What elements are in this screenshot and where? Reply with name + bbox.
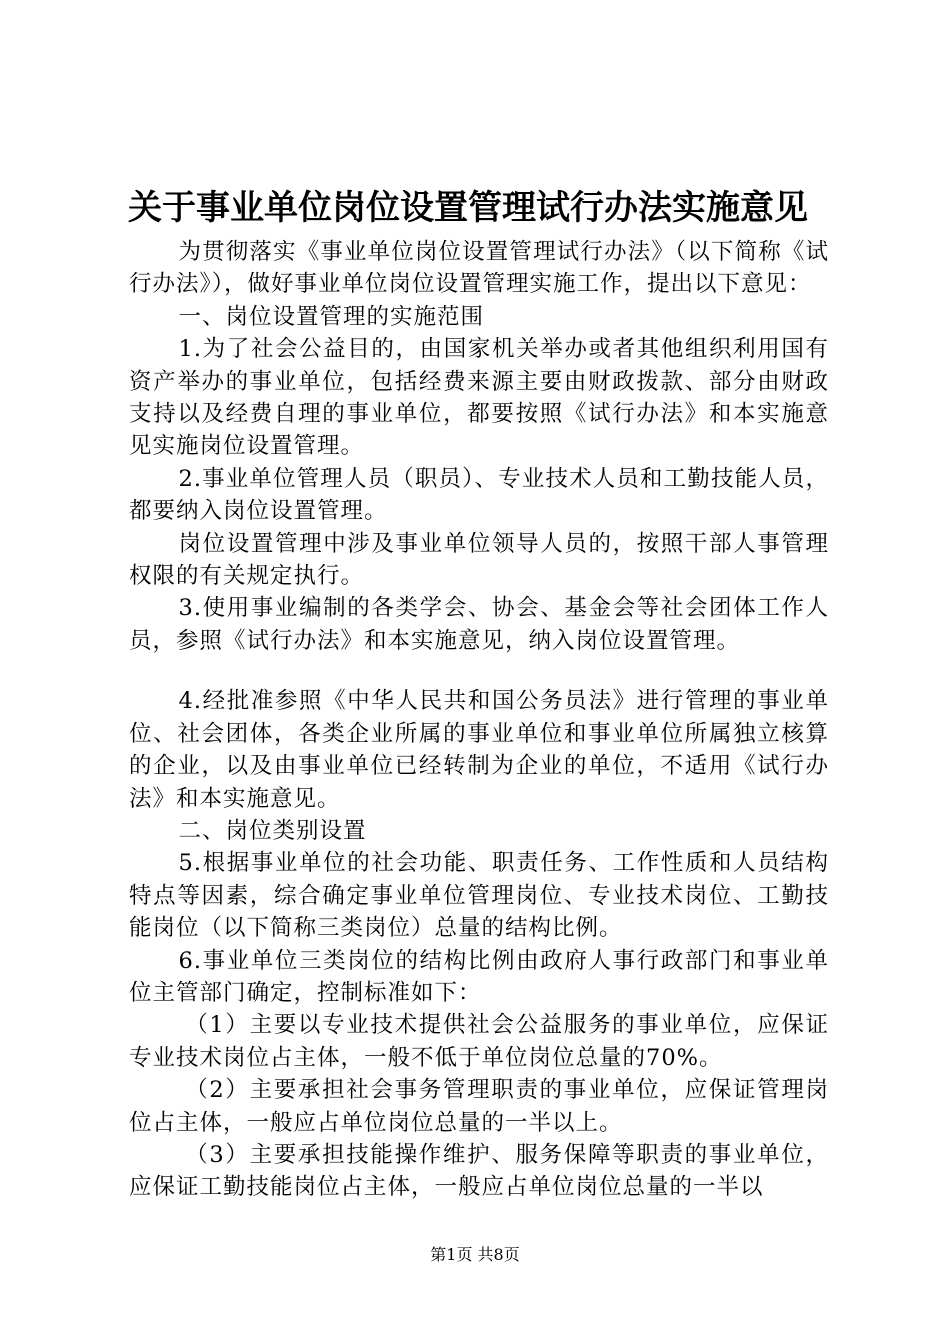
document-title: 关于事业单位岗位设置管理试行办法实施意见	[128, 188, 808, 228]
paragraph-item-1: 1.为了社会公益目的，由国家机关举办或者其他组织利用国有资产举办的事业单位，包括经费来源主要由财政拨款、部分由财政支持以及经费自理的事业单位，都要按照《试行办法》和本实施意见实施岗位设置管理。	[129, 336, 829, 460]
page-footer: 第1页 共8页	[430, 1245, 520, 1264]
paragraph-item-6: 6.事业单位三类岗位的结构比例由政府人事行政部门和事业单位主管部门确定，控制标准如下：	[129, 947, 829, 1006]
paragraph-item-2: 2.事业单位管理人员（职员）、专业技术人员和工勤技能人员，都要纳入岗位设置管理。	[129, 465, 829, 525]
section-heading-1: 一、岗位设置管理的实施范围	[178, 303, 485, 330]
paragraph-item-3: 3.使用事业编制的各类学会、协会、基金会等社会团体工作人员，参照《试行办法》和本实施意见，纳入岗位设置管理。	[129, 595, 829, 654]
section-heading-2: 二、岗位类别设置	[178, 817, 367, 844]
paragraph-item-5: 5.根据事业单位的社会功能、职责任务、工作性质和人员结构特点等因素，综合确定事业单位管理岗位、专业技术岗位、工勤技能岗位（以下简称三类岗位）总量的结构比例。	[129, 850, 829, 942]
paragraph-gap	[129, 657, 829, 685]
paragraph-subitem-2: （2）主要承担社会事务管理职责的事业单位，应保证管理岗位占主体，一般应占单位岗位总量的一半以上。	[129, 1077, 829, 1136]
paragraph-leaders: 岗位设置管理中涉及事业单位领导人员的，按照干部人事管理权限的有关规定执行。	[129, 530, 829, 590]
document-body	[129, 236, 829, 1204]
intro-paragraph: 为贯彻落实《事业单位岗位设置管理试行办法》（以下简称《试行办法》），做好事业单位岗位设置管理实施工作，提出以下意见：	[129, 239, 829, 298]
paragraph-subitem-3: （3）主要承担技能操作维护、服务保障等职责的事业单位，应保证工勤技能岗位占主体，一般应占单位岗位总量的一半以	[129, 1141, 829, 1201]
paragraph-item-4: 4.经批准参照《中华人民共和国公务员法》进行管理的事业单位、社会团体，各类企业所属的事业单位和事业单位所属独立核算的企业，以及由事业单位已经转制为企业的单位，不适用《试行办法》和本实施意见。	[129, 688, 829, 812]
paragraph-subitem-1: （1）主要以专业技术提供社会公益服务的事业单位，应保证专业技术岗位占主体，一般不低于单位岗位总量的70%。	[129, 1012, 829, 1071]
